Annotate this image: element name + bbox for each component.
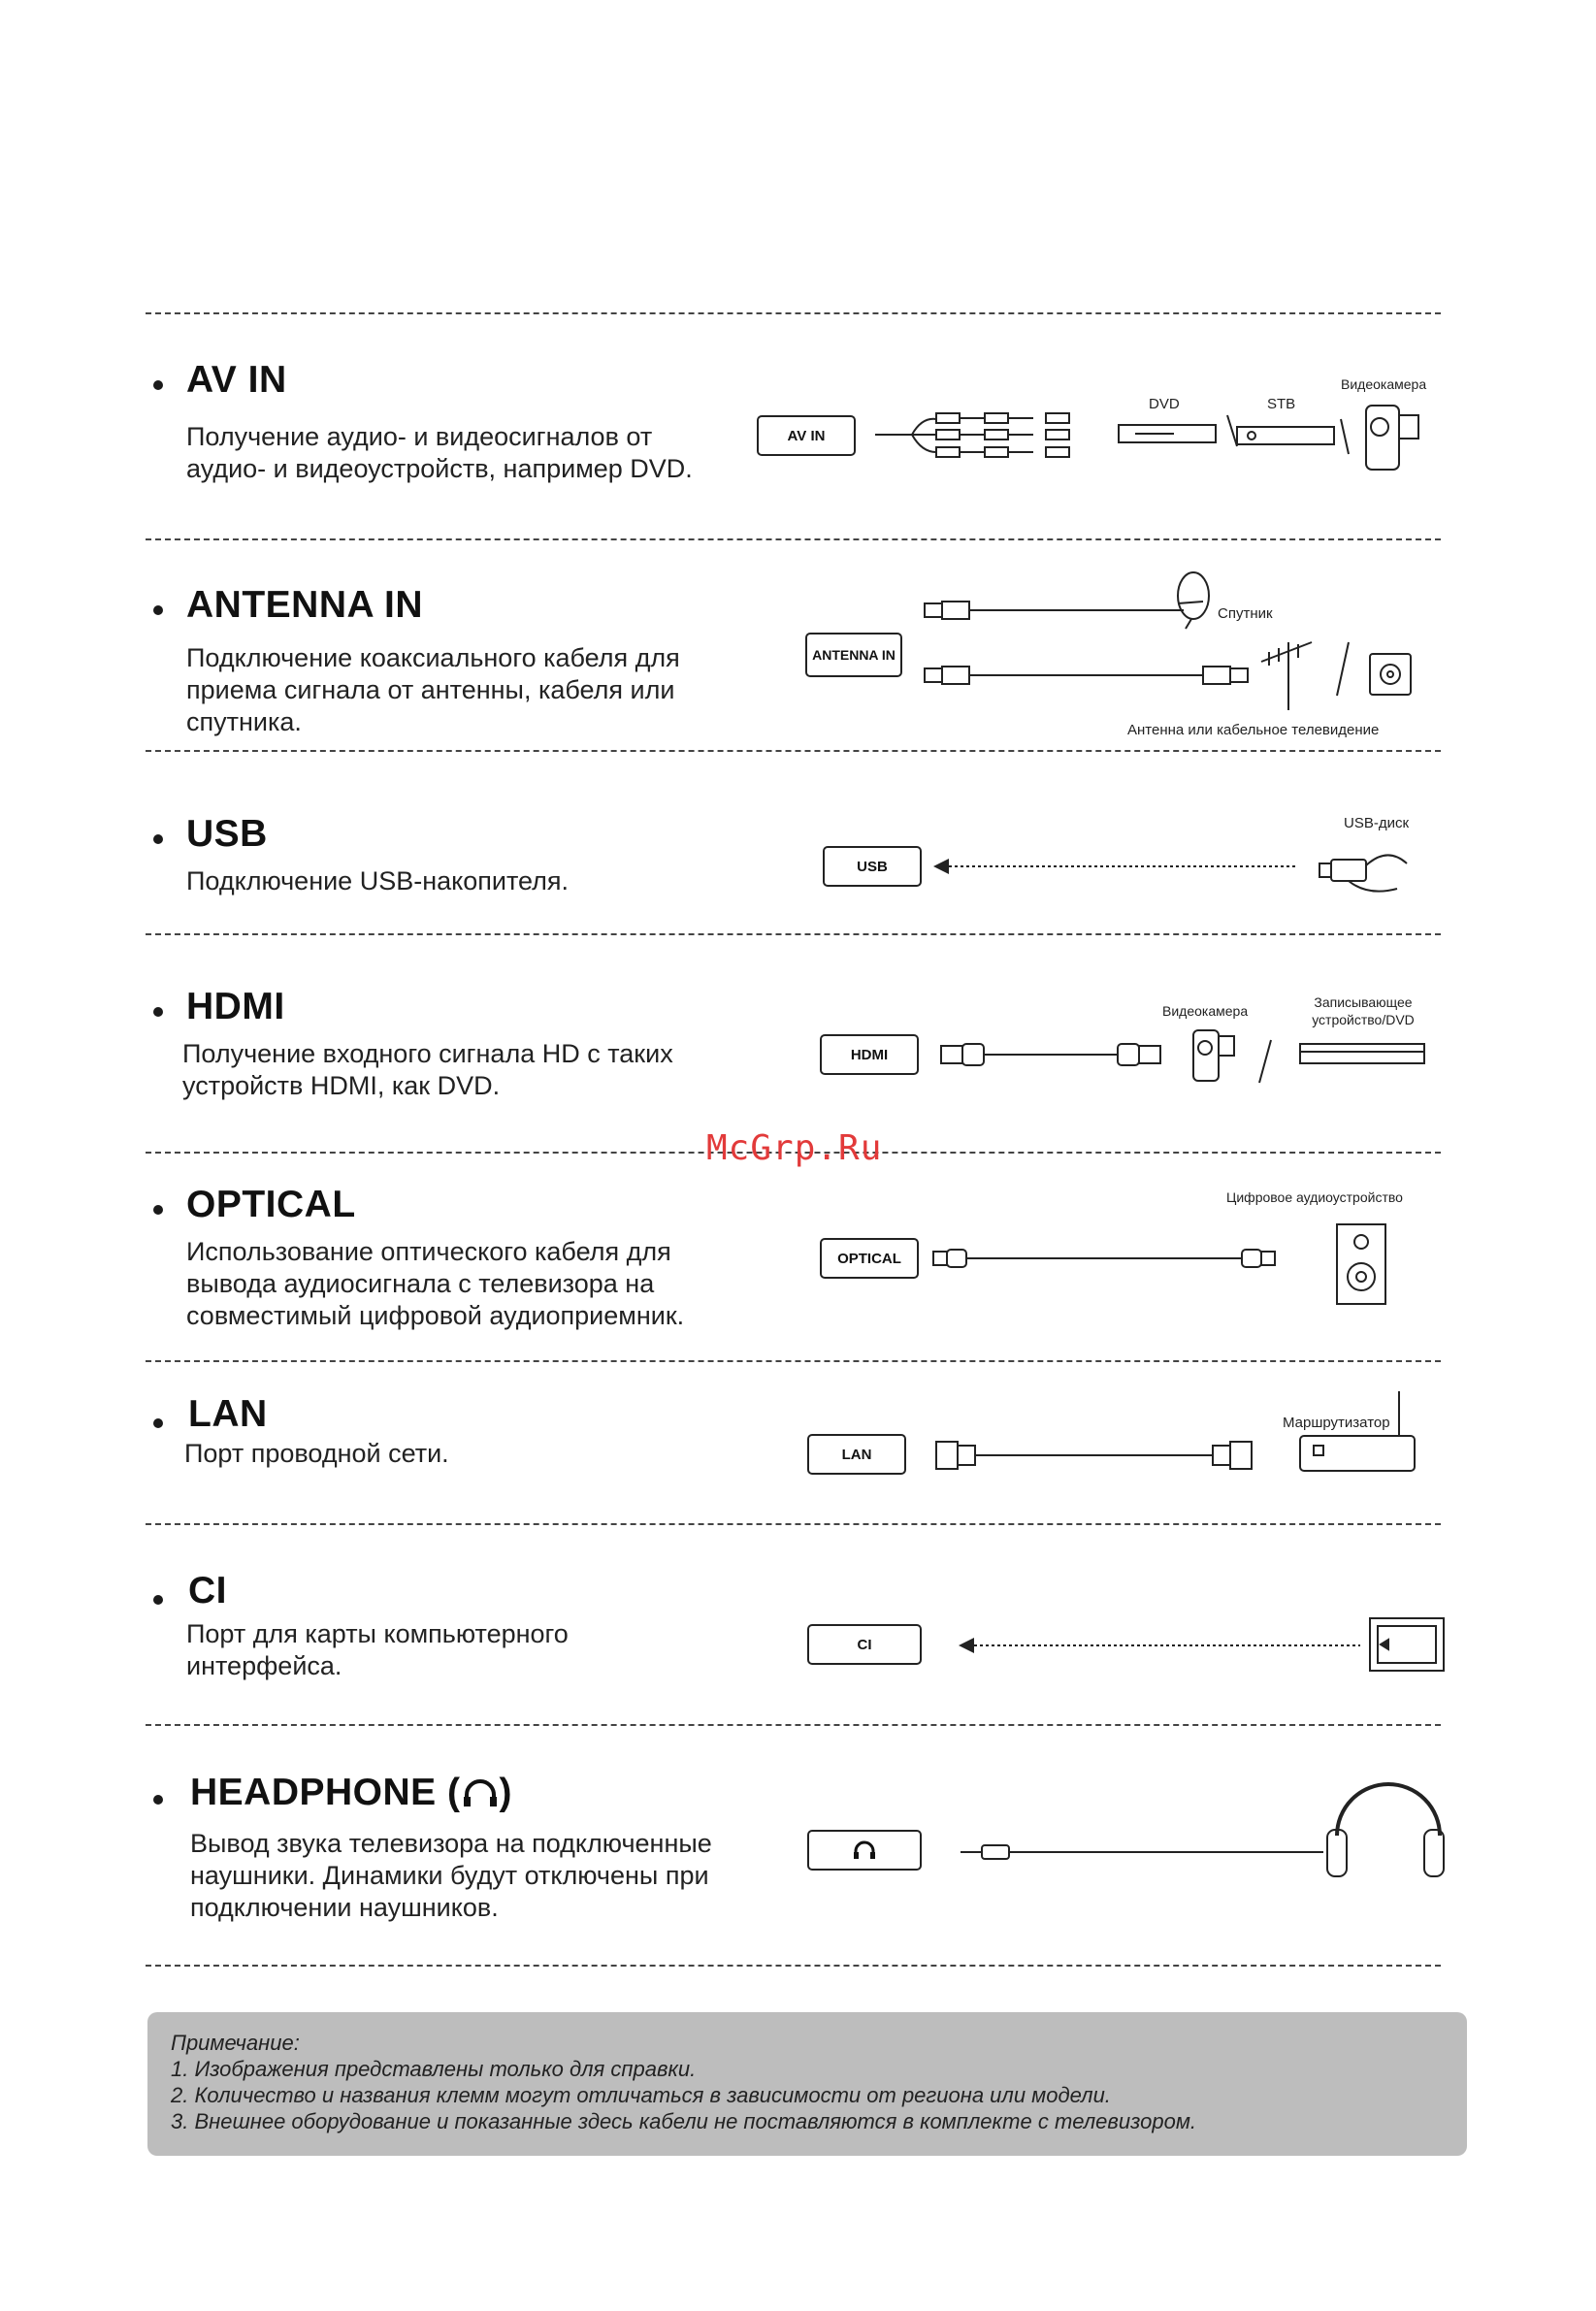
optical-port: OPTICAL	[820, 1238, 919, 1279]
section-description: Порт для карты компьютерного интерфейса.	[186, 1619, 569, 1680]
antenna-icon	[1261, 642, 1312, 710]
section-antenna-in	[146, 574, 1441, 749]
title-suffix: )	[499, 1772, 513, 1813]
usb-port: USB	[823, 846, 922, 887]
label-digital-audio: Цифровое аудиоустройство	[1226, 1189, 1403, 1205]
label-recorder: Записывающее устройство/DVD	[1312, 994, 1415, 1027]
label-router: Маршрутизатор	[1283, 1415, 1390, 1431]
ci-card-icon	[1370, 1618, 1444, 1671]
divider	[146, 312, 1441, 314]
label-stb: STB	[1267, 396, 1296, 412]
av-in-port: AV IN	[757, 415, 856, 456]
divider	[146, 538, 1441, 540]
headphones-icon	[1327, 1784, 1444, 1876]
headphone-diagram	[146, 1758, 1441, 1952]
note-heading: Примечание:	[171, 2031, 300, 2055]
section-title: LAN	[188, 1393, 268, 1435]
label-antenna-cable: Антенна или кабельное телевидение	[1127, 722, 1380, 738]
label-usb-drive: USB-диск	[1344, 815, 1410, 831]
section-description: Подключение коаксиального кабеля для приема сигнала от антенны, кабеля или спутника.	[186, 643, 680, 736]
section-title: USB	[186, 813, 268, 855]
label-camcorder: Видеокамера	[1341, 376, 1427, 392]
section-optical	[146, 1174, 1441, 1358]
label-satellite: Спутник	[1218, 605, 1273, 622]
section-title: CI	[188, 1570, 227, 1611]
note-item: 1. Изображения представлены только для справки.	[171, 2057, 697, 2081]
camcorder-icon	[1193, 1030, 1234, 1081]
dvd-player-icon	[1119, 425, 1216, 442]
stb-icon	[1237, 427, 1334, 444]
usb-diagram	[146, 803, 1441, 920]
title-text: HEADPHONE (	[190, 1772, 461, 1813]
label-dvd: DVD	[1149, 396, 1180, 412]
av-cable-diagram	[146, 349, 1441, 514]
divider	[146, 1965, 1441, 1967]
divider	[146, 933, 1441, 935]
section-description: Порт проводной сети.	[184, 1439, 449, 1468]
wall-socket-icon	[1370, 654, 1411, 695]
note-box	[147, 2012, 1467, 2156]
lan-port: LAN	[807, 1434, 906, 1475]
label-camcorder: Видеокамера	[1162, 1003, 1249, 1019]
note-item: 3. Внешнее оборудование и показанные здесь кабели не поставляются в комплекте с телевизором.	[171, 2109, 1197, 2133]
section-title: AV IN	[186, 359, 287, 401]
speaker-icon	[1337, 1224, 1385, 1304]
divider	[146, 750, 1441, 752]
section-title: OPTICAL	[186, 1184, 356, 1225]
watermark: McGrp.Ru	[706, 1128, 883, 1168]
divider	[146, 1360, 1441, 1362]
camcorder-icon	[1366, 406, 1418, 470]
section-description: Получение входного сигнала HD с таких устройств HDMI, как DVD.	[182, 1039, 673, 1100]
lan-diagram	[146, 1387, 1441, 1533]
section-description: Использование оптического кабеля для вывода аудиосигнала с телевизора на совместимый цифровой аудиоприемник.	[186, 1237, 685, 1330]
section-headphone	[146, 1758, 1441, 1952]
section-hdmi	[146, 976, 1441, 1131]
divider	[146, 1724, 1441, 1726]
section-title: ANTENNA IN	[186, 584, 424, 626]
usb-drive-icon	[1319, 855, 1407, 891]
hdmi-diagram	[146, 976, 1441, 1131]
antenna-in-port: ANTENNA IN	[805, 633, 902, 677]
ci-port: CI	[807, 1624, 922, 1665]
section-description: Вывод звука телевизора на подключенные наушники. Динамики будут отключены при подключении наушников.	[190, 1829, 712, 1922]
section-usb	[146, 803, 1441, 920]
router-icon	[1300, 1391, 1415, 1471]
recorder-icon	[1300, 1044, 1424, 1063]
ci-diagram	[146, 1564, 1441, 1709]
section-description: Подключение USB-накопителя.	[186, 866, 570, 895]
section-title: HDMI	[186, 986, 285, 1027]
section-description: Получение аудио- и видеосигналов от аудио- и видеоустройств, например DVD.	[186, 422, 693, 483]
section-lan	[146, 1387, 1441, 1533]
satellite-dish-icon	[1178, 572, 1209, 629]
note-item: 2. Количество и названия клемм могут отличаться в зависимости от региона или модели.	[171, 2083, 1111, 2107]
section-ci	[146, 1564, 1441, 1709]
section-av-in	[146, 349, 1441, 514]
hdmi-port: HDMI	[820, 1034, 919, 1075]
